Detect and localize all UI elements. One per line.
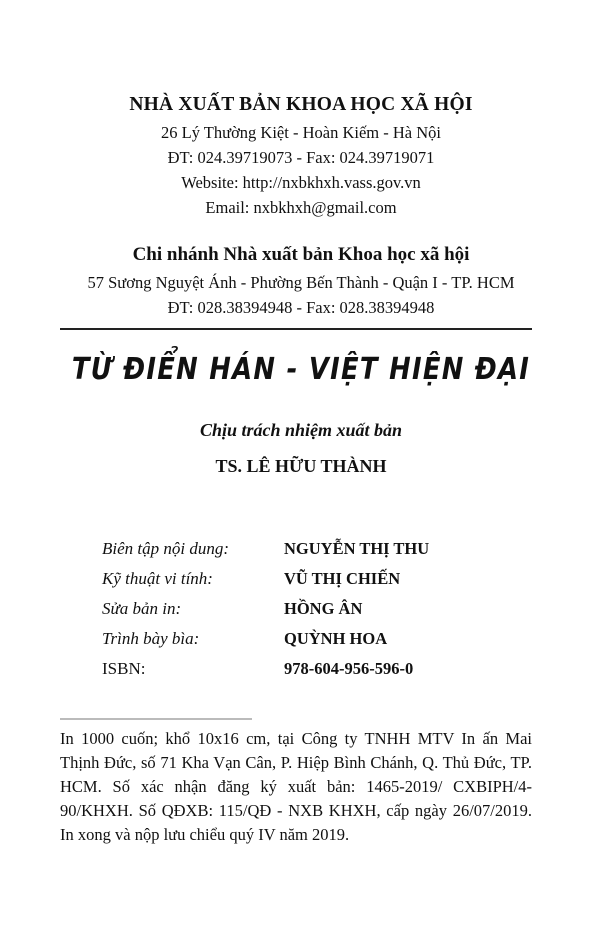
header-divider — [60, 328, 532, 330]
footer-divider — [60, 718, 252, 720]
isbn-value: 978-604-956-596-0 — [284, 659, 414, 678]
branch-phone-fax: ĐT: 028.38394948 - Fax: 028.38394948 — [167, 298, 435, 317]
credit-row-editor — [102, 534, 542, 564]
credit-row-isbn — [102, 654, 542, 684]
credit-value: HỒNG ÂN — [284, 599, 363, 618]
publisher-email: Email: nxbkhxh@gmail.com — [205, 198, 397, 217]
publisher-address: 26 Lý Thường Kiệt - Hoàn Kiếm - Hà Nội — [161, 123, 441, 142]
credit-row-typesetting — [102, 564, 542, 594]
book-title: TỪ ĐIỂN HÁN - VIỆT HIỆN ĐẠI — [71, 352, 531, 387]
publisher-name: NHÀ XUẤT BẢN KHOA HỌC XÃ HỘI — [129, 94, 473, 115]
publisher-phone-fax: ĐT: 024.39719073 - Fax: 024.39719071 — [167, 148, 435, 167]
credit-value: QUỲNH HOA — [284, 629, 388, 648]
credit-row-proofreading — [102, 594, 542, 624]
branch-name: Chi nhánh Nhà xuất bản Khoa học xã hội — [132, 244, 470, 265]
responsibility-label: Chịu trách nhiệm xuất bản — [199, 420, 403, 440]
credits-list — [102, 534, 542, 684]
credit-label: Trình bày bìa: — [102, 629, 200, 648]
credit-row-cover-design — [102, 624, 542, 654]
credit-label: ISBN: — [102, 659, 146, 678]
printing-info: In 1000 cuốn; khổ 10x16 cm, tại Công ty TNHH MTV In ấn Mai Thịnh Đức, số 71 Kha Vạn Cân, P. Hiệp Bình Chánh, Q. Thủ Đức, TP. HCM. Số xác nhận đăng ký xuất bản: 1465-2019/ CXBIPH/4-90/KHXH. Số QĐXB: 115/QĐ - NXB KHXH, cấp ngày 26/07/2019. In xong và nộp lưu chiểu quý IV năm 2019. — [60, 729, 532, 844]
credit-label: Kỹ thuật vi tính: — [102, 569, 213, 588]
credit-value: NGUYỄN THỊ THU — [284, 539, 430, 558]
credit-label: Biên tập nội dung: — [102, 539, 230, 558]
publisher-website: Website: http://nxbkhxh.vass.gov.vn — [181, 173, 421, 192]
branch-address: 57 Sương Nguyệt Ánh - Phường Bến Thành - Quận I - TP. HCM — [87, 273, 515, 292]
credit-label: Sửa bản in: — [102, 599, 182, 618]
responsibility-name: TS. LÊ HỮU THÀNH — [215, 456, 387, 476]
credit-value: VŨ THỊ CHIẾN — [284, 569, 401, 588]
